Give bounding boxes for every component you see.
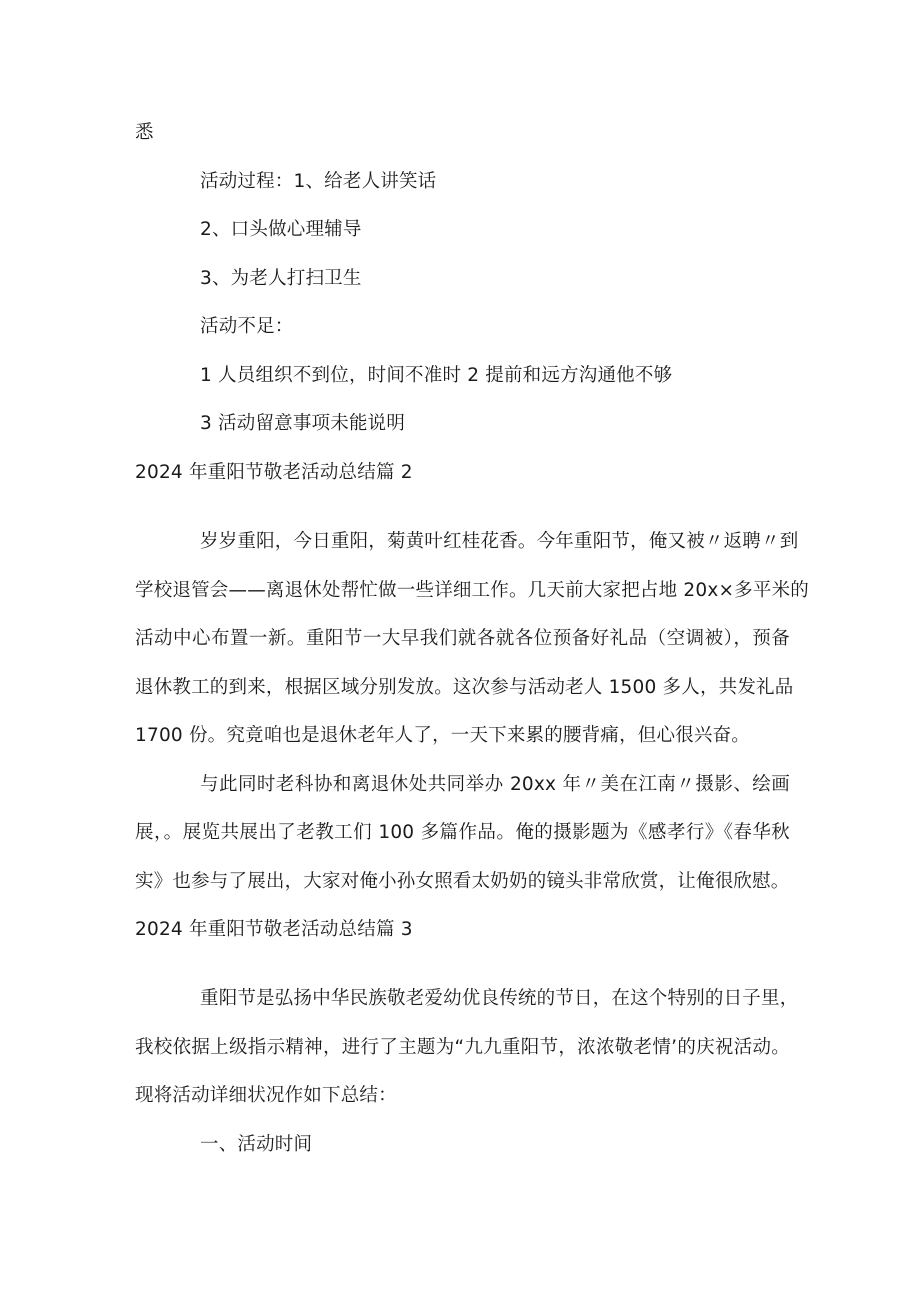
paragraph-line: 1700 份。究竟咱也是退休老年人了，一天下来累的腰背痛，但心很兴奋。 xyxy=(135,725,750,746)
paragraph-line: 与此同时老科协和离退休处共同举办 20xx 年〃美在江南〃摄影、绘画 xyxy=(200,774,790,795)
paragraph-line: 退休教工的到来，根据区域分别发放。这次参与活动老人 1500 多人，共发礼品 xyxy=(135,677,794,698)
section-heading: 2024 年重阳节敬老活动总结篇 3 xyxy=(135,919,413,940)
paragraph-line: 学校退管会——离退休处帮忙做一些详细工作。几天前大家把占地 20x×多平米的 xyxy=(135,580,809,601)
activity-shortcomings-label: 活动不足： xyxy=(200,316,294,337)
activity-shortcomings-item: 1 人员组织不到位，时间不准时 2 提前和远方沟通他不够 xyxy=(200,365,673,386)
paragraph-line: 我校依据上级指示精神，进行了主题为“九九重阳节，浓浓敬老情’的庆祝活动。 xyxy=(135,1037,790,1058)
activity-process-item: 3、为老人打扫卫生 xyxy=(200,268,362,289)
paragraph-line: 岁岁重阳，今日重阳，菊黄叶红桂花香。今年重阳节，俺又被〃返聘〃到 xyxy=(200,531,799,552)
paragraph-line: 展，。展览共展出了老教工们 100 多篇作品。俺的摄影题为《感孝行》《春华秋 xyxy=(135,822,790,843)
paragraph-line: 活动中心布置一新。重阳节一大早我们就各就各位预备好礼品（空调被），预备 xyxy=(135,628,790,649)
paragraph-line: 重阳节是弘扬中华民族敬老爱幼优良传统的节日，在这个特别的日子里， xyxy=(200,988,799,1009)
text-line: 悉 xyxy=(135,122,154,143)
section-heading: 2024 年重阳节敬老活动总结篇 2 xyxy=(135,462,413,483)
paragraph-line: 现将活动详细状况作如下总结： xyxy=(135,1085,397,1106)
subsection-heading: 一、活动时间 xyxy=(200,1134,313,1155)
activity-process-line: 活动过程：1、给老人讲笑话 xyxy=(200,171,437,192)
activity-process-item: 2、口头做心理辅导 xyxy=(200,219,362,240)
paragraph-line: 实》也参与了展出，大家对俺小孙女照看太奶奶的镜头非常欣赏，让俺很欣慰。 xyxy=(135,871,790,892)
activity-shortcomings-item: 3 活动留意事项未能说明 xyxy=(200,413,406,434)
